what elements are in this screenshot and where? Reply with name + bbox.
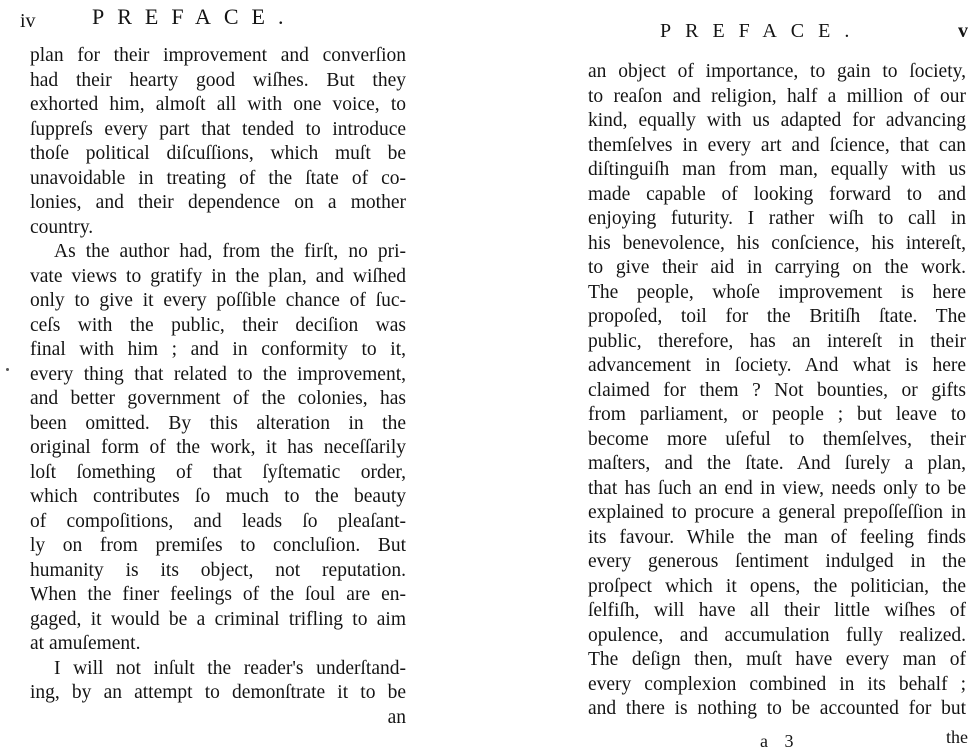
text-line: humanity is its object, not reputation. xyxy=(30,559,406,581)
text-line: ſelfiſh, will have all their little wiſhes of xyxy=(588,600,966,621)
left-body-text xyxy=(30,44,406,730)
signature-mark: a 3 xyxy=(760,731,800,751)
text-line: every generous ſentiment indulged in the xyxy=(588,551,966,572)
running-head-right: PREFACE. xyxy=(660,20,864,42)
text-line: I will not inſult the reader's underſtand- xyxy=(54,657,406,679)
text-line: proſpect which it opens, the politician, the xyxy=(588,575,966,597)
text-line: lonies, and their dependence on a mother xyxy=(30,192,406,213)
text-line: been omitted. By this alteration in the xyxy=(30,412,406,434)
text-line: ſuppreſs every part that tended to introduce xyxy=(30,118,406,140)
page-number-right: v xyxy=(958,20,968,42)
right-page xyxy=(490,0,980,752)
text-line: propoſed, toil for the Britiſh ſtate. The xyxy=(588,306,966,327)
text-line: ly on from premiſes to concluſion. But xyxy=(30,535,406,556)
text-line: opulence, and accumulation fully realized. xyxy=(588,624,966,646)
text-line: every complexion combined in its behalf ; xyxy=(588,673,966,695)
text-line: The people, whoſe improvement is here xyxy=(588,281,966,303)
text-line: thoſe political diſcuſſions, which muſt be xyxy=(30,143,406,164)
text-line: final with him ; and in conformity to it, xyxy=(30,339,406,360)
text-line: country. xyxy=(30,216,94,238)
text-line: and better government of the colonies, has xyxy=(30,388,406,409)
text-line: plan for their improvement and converſion xyxy=(30,45,406,66)
text-line: become more uſeful to themſelves, their xyxy=(588,428,966,450)
text-line: at amuſement. xyxy=(30,633,141,654)
text-line: diſtinguiſh man from man, equally with us xyxy=(588,159,966,180)
text-line: kind, equally with us adapted for advancing xyxy=(588,110,966,131)
text-line: explained to procure a general prepoſſeſſion in xyxy=(588,502,966,523)
text-line: ceſs with the public, their deciſion was xyxy=(30,314,406,336)
text-line: vate views to gratify in the plan, and wiſhed xyxy=(30,265,406,287)
text-line: to give their aid in carrying on the work. xyxy=(588,257,966,278)
text-line: unavoidable in treating of the ſtate of co- xyxy=(30,167,406,189)
text-line: which contributes ſo much to the beauty xyxy=(30,486,406,507)
text-line: from parliament, or people ; but leave to xyxy=(588,404,966,425)
text-line: ing, by an attempt to demonſtrate it to be xyxy=(30,682,406,703)
text-line: to reaſon and religion, half a million of our xyxy=(588,85,966,107)
text-line: When the finer feelings of the ſoul are en- xyxy=(30,584,406,605)
catchword-right: the xyxy=(946,727,968,747)
right-body-text xyxy=(588,60,966,722)
text-line: maſters, and the ſtate. And ſurely a plan, xyxy=(588,453,966,474)
text-line: enjoying futurity. I rather wiſh to call in xyxy=(588,208,966,229)
text-line: every thing that related to the improvement, xyxy=(30,363,406,385)
text-line: loſt ſomething of that ſyſtematic order, xyxy=(30,461,406,483)
catchword-left: an xyxy=(387,706,406,728)
text-line: original form of the work, it has neceſſarily xyxy=(30,437,406,458)
text-line: an object of importance, to gain to ſociety, xyxy=(588,61,966,82)
text-line: advancement in ſociety. And what is here xyxy=(588,355,966,376)
text-line: his benevolence, his conſcience, his intereſt, xyxy=(588,232,966,254)
text-line: claimed for them ? Not bounties, or gifts xyxy=(588,379,966,401)
left-page xyxy=(0,0,480,752)
ink-speck xyxy=(6,368,9,371)
text-line: made capable of looking forward to and xyxy=(588,183,966,205)
text-line: of compoſitions, and leads ſo pleaſant- xyxy=(30,510,406,532)
text-line: exhorted him, almoſt all with one voice, to xyxy=(30,94,406,115)
book-gutter xyxy=(480,0,490,752)
text-line: and there is nothing to be accounted for but xyxy=(588,698,966,719)
text-line: themſelves in every art and ſcience, that can xyxy=(588,134,966,156)
running-head-left: PREFACE. xyxy=(92,4,297,29)
text-line: gaged, it would be a criminal trifling to aim xyxy=(30,608,406,630)
text-line: only to give it every poſſible chance of ſuc- xyxy=(30,290,406,311)
text-line: The deſign then, muſt have every man of xyxy=(588,649,966,670)
text-line: As the author had, from the firſt, no pri- xyxy=(54,241,406,262)
text-line: had their hearty good wiſhes. But they xyxy=(30,69,406,91)
text-line: that has ſuch an end in view, needs only to be xyxy=(588,477,966,499)
text-line: its favour. While the man of feeling finds xyxy=(588,526,966,548)
text-line: public, therefore, has an intereſt in their xyxy=(588,330,966,352)
page-number-left: iv xyxy=(20,10,36,32)
